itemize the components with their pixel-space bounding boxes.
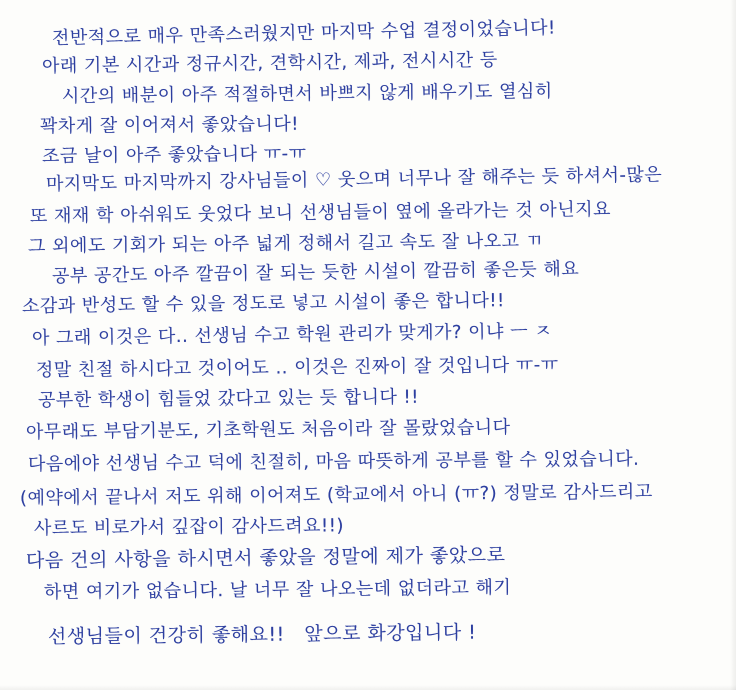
handwritten-line: (예약에서 끝나서 저도 위해 이어져도 (학교에서 아니 (ㅠ?) 정말로 감사드리고 bbox=[19, 481, 653, 509]
handwritten-line: 공부한 학생이 힘들었 갔다고 있는 듯 합니다 !! bbox=[37, 386, 420, 411]
handwritten-line: 공부 공간도 아주 깔끔이 잘 되는 듯한 시설이 깔끔히 좋은듯 해요 bbox=[51, 258, 580, 287]
handwritten-line: 그 외에도 기회가 되는 아주 넓게 정해서 길고 속도 잘 나오고 ㄲ bbox=[27, 230, 544, 257]
paper-edge-bottom bbox=[0, 685, 736, 690]
paper-edge-right bbox=[730, 0, 736, 690]
handwritten-line: 사르도 비로가서 깊잡이 감사드려요!!) bbox=[33, 515, 345, 539]
handwritten-line: 아래 기본 시간과 정규시간, 견학시간, 제과, 전시시간 등 bbox=[41, 49, 498, 77]
handwritten-line: 정말 친절 하시다고 것이어도 .. 이것은 진짜이 잘 것입니다 ㅠ-ㅠ bbox=[35, 354, 559, 381]
handwritten-line: 아 그래 이것은 다.. 선생님 수고 학원 관리가 맞게가? 이냐 ㅡ ㅈ bbox=[31, 320, 553, 349]
handwritten-line: 마지막도 마지막까지 강사님들이 ♡ 웃으며 너무나 잘 해주는 듯 하셔서-많은 bbox=[45, 164, 663, 195]
handwritten-line: 시간의 배분이 아주 적절하면서 바쁘지 않게 배우기도 열심히 bbox=[61, 80, 553, 107]
handwritten-line: 전반적으로 매우 만족스러웠지만 마지막 수업 결정이었습니다! bbox=[51, 17, 557, 49]
handwritten-line: 소감과 반성도 할 수 있을 정도로 넣고 시설이 좋은 합니다!! bbox=[21, 290, 505, 317]
handwritten-line: 조금 날이 아주 좋았습니다 ㅠ-ㅠ bbox=[41, 143, 307, 167]
handwritten-line: 꽉차게 잘 이어져서 좋았습니다! bbox=[39, 113, 300, 137]
handwritten-line: 다음에야 선생님 수고 덕에 친절히, 마음 따뜻하게 공부를 할 수 있었습니다. bbox=[27, 448, 640, 475]
handwritten-line: 아무래도 부담기분도, 기초학원도 처음이라 잘 몰랐었습니다 bbox=[25, 416, 511, 443]
handwritten-line: 다음 건의 사항을 하시면서 좋았을 정말에 제가 좋았으로 bbox=[25, 544, 506, 572]
handwritten-line: 선생님들이 건강히 좋해요!! 앞으로 화강입니다 ! bbox=[47, 621, 477, 648]
handwritten-line: 하면 여기가 없습니다. 날 너무 잘 나오는데 없더라고 해기 bbox=[43, 577, 512, 603]
handwritten-line: 또 재재 학 아쉬워도 웃었다 보니 선생님들이 옆에 올라가는 것 아닌지요 bbox=[29, 198, 612, 227]
